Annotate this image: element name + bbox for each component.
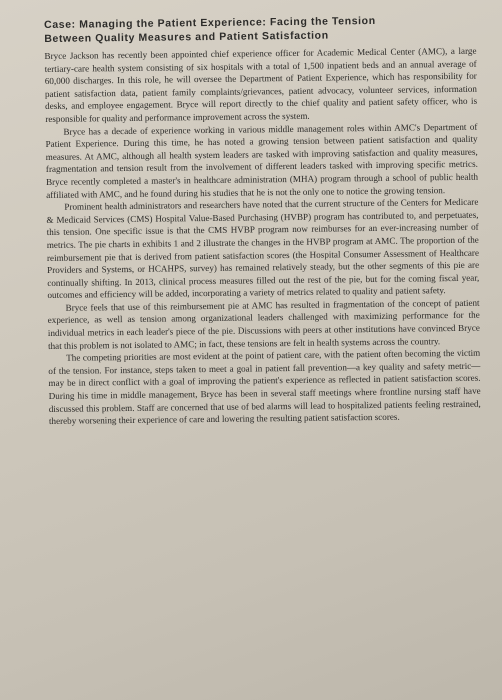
paragraph-4: Bryce feels that use of this reimbursement pie at AMC has resulted in fragmentation of the concept of patient experience, as well as tension among organizational leaders challenged with maximizing performance for the individual metrics in each leader's piece of the pie. Discussions with peers at other institutions have convinced Bryce that this problem is not isolated to AMC; in fact, these tensions are felt in health systems across the country. xyxy=(47,297,480,351)
document-page xyxy=(44,9,481,428)
case-title xyxy=(44,13,476,46)
paragraph-2: Bryce has a decade of experience working in various middle management roles within AMC's Department of Patient Experience. During this time, he has noted a growing tension between patient satisfaction and quality measures. At AMC, although all health system leaders are tasked with improving satisfaction and quality measures, fragmentation and tension result from the involvement of different leaders tasked with improving specific metrics. Bryce recently completed a master's in healthcare administration (MHA) program through a school of public health affiliated with AMC, and he found during his studies that he is not the only one to notice the growing tension. xyxy=(45,121,479,200)
case-title-line-2: Between Quality Measures and Patient Satisfaction xyxy=(44,29,329,45)
paragraph-1: Bryce Jackson has recently been appointed chief experience officer for Academic Medical Center (AMC), a large tertiary-care health system consisting of six hospitals with a total of 1,500 inpatient beds and an annual average of 60,000 discharges. In this role, he will oversee the Department of Patient Experience, which has responsibility for patient satisfaction data, patient family complaints/grievances, patient advocacy, volunteer services, information desks, and employee engagement. Bryce will report directly to the chief quality and patient safety officer, who is responsible for quality and performance improvement across the system. xyxy=(44,45,478,124)
case-title-line-1: Case: Managing the Patient Experience: Facing the Tension xyxy=(44,14,376,31)
paragraph-3: Prominent health administrators and researchers have noted that the current structure of the Centers for Medicare & Medicaid Services (CMS) Hospital Value-Based Purchasing (HVBP) program has contributed to, and perpetuates, this tension. One specific issue is that the CMS HVBP program now reimburses for an ever-increasing number of metrics. The pie charts in exhibits 1 and 2 illustrate the changes in the HVBP program at AMC. The proportion of the reimbursement pie that is derived from patient satisfaction scores (the Hospital Consumer Assessment of Healthcare Providers and Systems, or HCAHPS, survey) has remained relatively steady, but the other segments of this pie are continually shifting. In 2013, clinical process measures filled out the rest of the pie, but for the coming fiscal year, outcomes and efficiency will be added, incorporating a variety of metrics related to quality and patient safety. xyxy=(46,196,480,301)
paragraph-5: The competing priorities are most evident at the point of patient care, with the patient often becoming the victim of the tension. For instance, steps taken to meet a goal in patient fall prevention—a key quality and safety metric—may be in direct conflict with a goal of improving the patient's experience as reflected in patient satisfaction scores. During his time in middle management, Bryce has been in several staff meetings where frontline nursing staff have discussed this problem. Staff are concerned that use of bed alarms will lead to hospitalized patients feeling restrained, thereby worsening their experience of care and lowering the resulting patient satisfaction scores. xyxy=(48,347,481,427)
